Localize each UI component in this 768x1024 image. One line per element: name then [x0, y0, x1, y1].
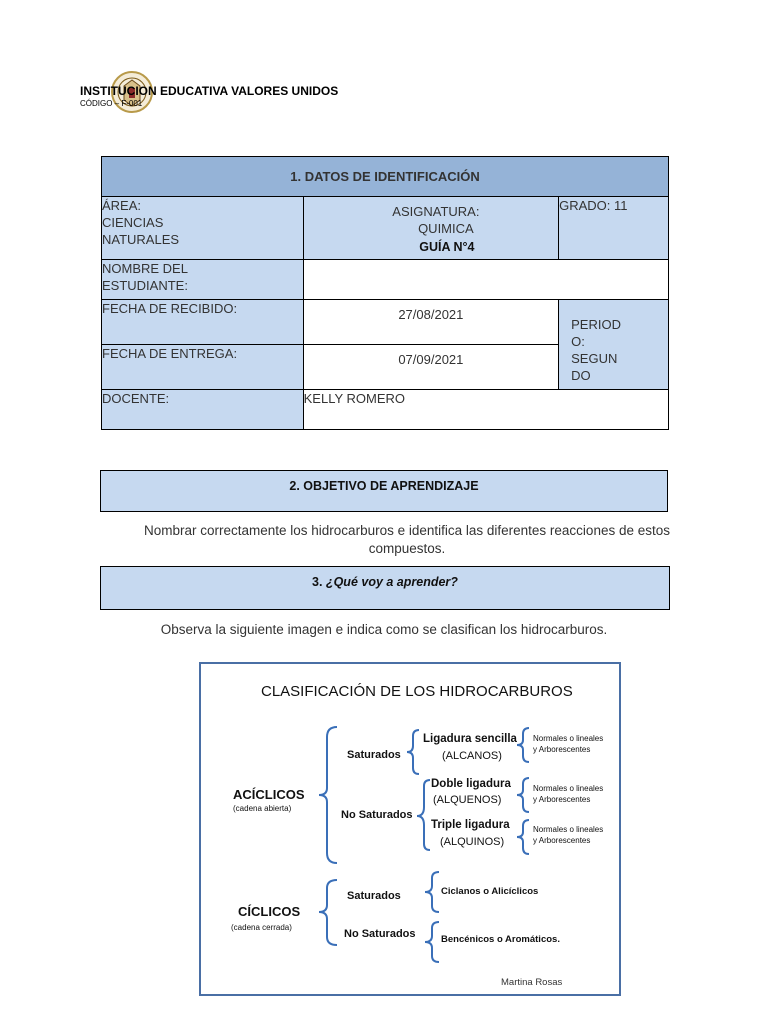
document-code: CÓDIGO – F-001	[80, 99, 143, 108]
area-label: ÁREA:	[102, 198, 142, 213]
period-line2: O:	[571, 333, 585, 349]
institution-name: INSTITUCION EDUCATIVA VALORES UNIDOS	[80, 84, 339, 98]
identification-table	[101, 156, 669, 430]
saturados-label: Saturados	[347, 749, 401, 761]
area-line3: NATURALES	[102, 232, 180, 247]
no-saturados-label: No Saturados	[341, 809, 413, 821]
period-line1: PERIOD	[571, 316, 621, 332]
objective-line1: Nombrar correctamente los hidrocarburos e identifica las diferentes reacciones de estos	[143, 523, 670, 538]
section2-title-text: 2. OBJETIVO DE APRENDIZAJE	[289, 479, 479, 493]
subject-cell	[303, 197, 559, 260]
doble-ligadura-label: Doble ligadura	[431, 778, 511, 790]
student-label-cell	[102, 260, 304, 300]
subject-value: QUIMICA	[418, 221, 474, 236]
alquenos-label: (ALQUENOS)	[433, 794, 502, 806]
period-cell	[559, 300, 669, 390]
normales-label-3a: Normales o lineales	[533, 825, 604, 834]
guide-number: GUÍA N°4	[419, 240, 475, 254]
section3-question: ¿Qué voy a aprender?	[325, 575, 458, 589]
bencenicos-label: Bencénicos o Aromáticos.	[441, 934, 560, 945]
received-label: FECHA DE RECIBIDO:	[102, 300, 304, 345]
ligadura-sencilla-label: Ligadura sencilla	[423, 733, 517, 745]
section3-title	[100, 566, 670, 610]
ciclicos-saturados-label: Saturados	[347, 890, 401, 902]
instruction-text: Observa la siguiente imagen e indica como se clasifican los hidrocarburos.	[160, 622, 608, 637]
diagram-title: CLASIFICACIÓN DE LOS HIDROCARBUROS	[261, 683, 573, 700]
hydrocarbon-classification-diagram	[199, 662, 621, 996]
alcanos-label: (ALCANOS)	[442, 750, 502, 762]
triple-ligadura-label: Triple ligadura	[431, 819, 510, 831]
period-line3: SEGUN	[571, 350, 618, 366]
ciclanos-label: Ciclanos o Alicíclicos	[441, 886, 539, 897]
normales-label-2a: Normales o lineales	[533, 784, 604, 793]
ciclicos-sub: (cadena cerrada)	[231, 923, 292, 932]
delivery-date: 07/09/2021	[303, 345, 559, 390]
grade-cell: GRADO: 11	[559, 197, 669, 260]
learning-objective	[100, 522, 714, 558]
area-cell	[102, 197, 304, 260]
ciclicos-no-saturados-label: No Saturados	[344, 928, 416, 940]
subject-label: ASIGNATURA:	[392, 204, 480, 219]
objective-line2: compuestos.	[368, 541, 446, 556]
student-label-line1: NOMBRE DEL	[102, 261, 188, 276]
teacher-label: DOCENTE:	[102, 390, 304, 430]
section3-number: 3.	[312, 575, 326, 589]
aciclicos-sub: (cadena abierta)	[233, 804, 292, 813]
diagram-author: Martina Rosas	[501, 977, 563, 988]
received-date: 27/08/2021	[303, 300, 559, 345]
normales-label-3b: y Arborescentes	[533, 836, 591, 845]
student-label-line2: ESTUDIANTE:	[102, 278, 188, 293]
period-line4: DO	[571, 367, 591, 383]
normales-label-1b: y Arborescentes	[533, 745, 591, 754]
normales-label-1a: Normales o lineales	[533, 734, 604, 743]
ciclicos-label: CÍCLICOS	[238, 904, 301, 919]
section2-title	[100, 470, 668, 512]
normales-label-2b: y Arborescentes	[533, 795, 591, 804]
area-line2: CIENCIAS	[102, 215, 164, 230]
section1-title: 1. DATOS DE IDENTIFICACIÓN	[102, 157, 669, 197]
aciclicos-label: ACÍCLICOS	[233, 787, 305, 802]
student-name-field[interactable]	[303, 260, 668, 300]
alquinos-label: (ALQUINOS)	[440, 836, 505, 848]
delivery-label: FECHA DE ENTREGA:	[102, 345, 304, 390]
teacher-name: KELLY ROMERO	[303, 390, 668, 430]
